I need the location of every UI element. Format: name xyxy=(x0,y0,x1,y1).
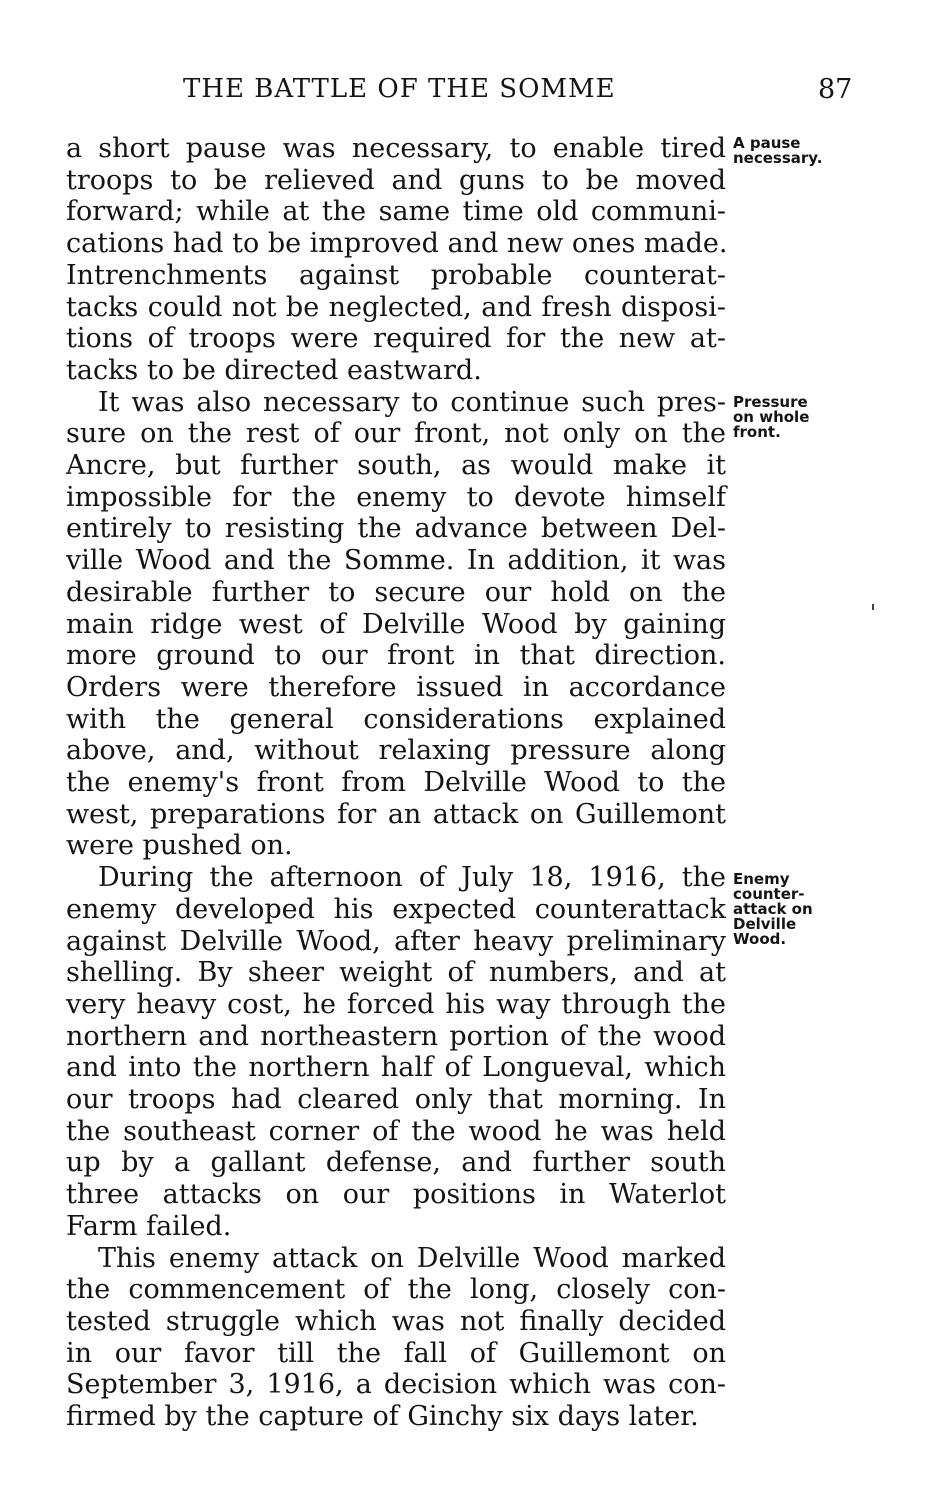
page-number: 87 xyxy=(818,74,853,105)
side-note-pause xyxy=(733,136,822,166)
text-line: up by a gallant defense, and further south xyxy=(66,1147,726,1179)
text-line: with the general considerations explained xyxy=(66,703,726,735)
paragraph-first-line: During the afternoon of July 18, 1916, the xyxy=(98,862,726,894)
text-line: Ancre, but further south, as would make it xyxy=(66,450,726,481)
side-note-line: Pressure xyxy=(733,393,808,411)
text-line: the commencement of the long, closely con- xyxy=(66,1274,726,1306)
side-note-line: on whole xyxy=(733,408,810,426)
text-line: west, preparations for an attack on Guillemont xyxy=(66,798,726,830)
side-note-line: counter- xyxy=(733,885,805,903)
text-line: tions of troops were required for the new at- xyxy=(66,323,726,355)
text-line: firmed by the capture of Ginchy six days later. xyxy=(66,1401,699,1432)
page-header xyxy=(0,74,950,114)
text-line: ville Wood and the Somme. In addition, it was xyxy=(66,545,726,577)
side-note-line: attack on xyxy=(733,900,813,918)
text-line: Orders were therefore issued in accordance xyxy=(66,671,726,703)
side-note-line: front. xyxy=(733,423,781,441)
side-note-enemy-counterattack xyxy=(733,872,813,947)
paper-speck xyxy=(872,604,874,610)
text-line: impossible for the enemy to devote himself xyxy=(66,481,726,513)
text-line: tacks could not be neglected, and fresh disposi- xyxy=(66,291,726,323)
side-note-pressure xyxy=(733,395,809,440)
text-line: in our favor till the fall of Guillemont on xyxy=(66,1337,726,1369)
side-note-line: Enemy xyxy=(733,870,790,888)
running-title: THE BATTLE OF THE SOMME xyxy=(183,74,616,104)
text-line: enemy developed his expected counterattack xyxy=(66,893,726,925)
text-line: cations had to be improved and new ones made. xyxy=(66,228,728,260)
text-line: Intrenchments against probable counterat- xyxy=(66,259,726,291)
text-line: shelling. By sheer weight of numbers, and at xyxy=(66,957,726,989)
text-line: our troops had cleared only that morning. In xyxy=(66,1084,726,1115)
paragraph-first-line: This enemy attack on Delville Wood marked xyxy=(98,1242,726,1274)
side-note-line: A pause xyxy=(733,134,801,152)
text-line: tacks to be directed eastward. xyxy=(66,354,482,386)
text-line: a short pause was necessary, to enable tired xyxy=(66,133,726,164)
text-line: troops to be relieved and guns to be moved xyxy=(66,164,726,196)
text-line: desirable further to secure our hold on the xyxy=(66,576,726,608)
text-line: the southeast corner of the wood he was held xyxy=(66,1115,726,1147)
text-line: main ridge west of Delville Wood by gaining xyxy=(66,608,726,640)
text-line: three attacks on our positions in Waterlot xyxy=(66,1179,726,1211)
text-line: were pushed on. xyxy=(66,830,293,862)
text-line: above, and, without relaxing pressure along xyxy=(66,735,726,767)
text-line: against Delville Wood, after heavy preliminary xyxy=(66,925,726,957)
paragraph-first-line: It was also necessary to continue such pres- xyxy=(98,386,726,418)
text-line: sure on the rest of our front, not only on the xyxy=(66,418,726,450)
side-note-line: necessary. xyxy=(733,149,823,167)
text-line: entirely to resisting the advance between Del- xyxy=(66,513,726,545)
text-line: September 3, 1916, a decision which was con- xyxy=(66,1369,726,1401)
text-line: the enemy's front from Delville Wood to the xyxy=(66,767,726,798)
text-line: tested struggle which was not finally decided xyxy=(66,1305,726,1337)
side-note-line: Delville xyxy=(733,915,797,933)
text-line: Farm failed. xyxy=(66,1210,232,1242)
text-line: and into the northern half of Longueval, which xyxy=(66,1052,726,1084)
text-line: northern and northeastern portion of the wood xyxy=(66,1020,726,1052)
text-line: more ground to our front in that direction. xyxy=(66,640,726,672)
side-note-line: Wood. xyxy=(733,930,787,948)
text-line: forward; while at the same time old communi- xyxy=(66,196,726,228)
text-line: very heavy cost, he forced his way through the xyxy=(66,988,726,1020)
